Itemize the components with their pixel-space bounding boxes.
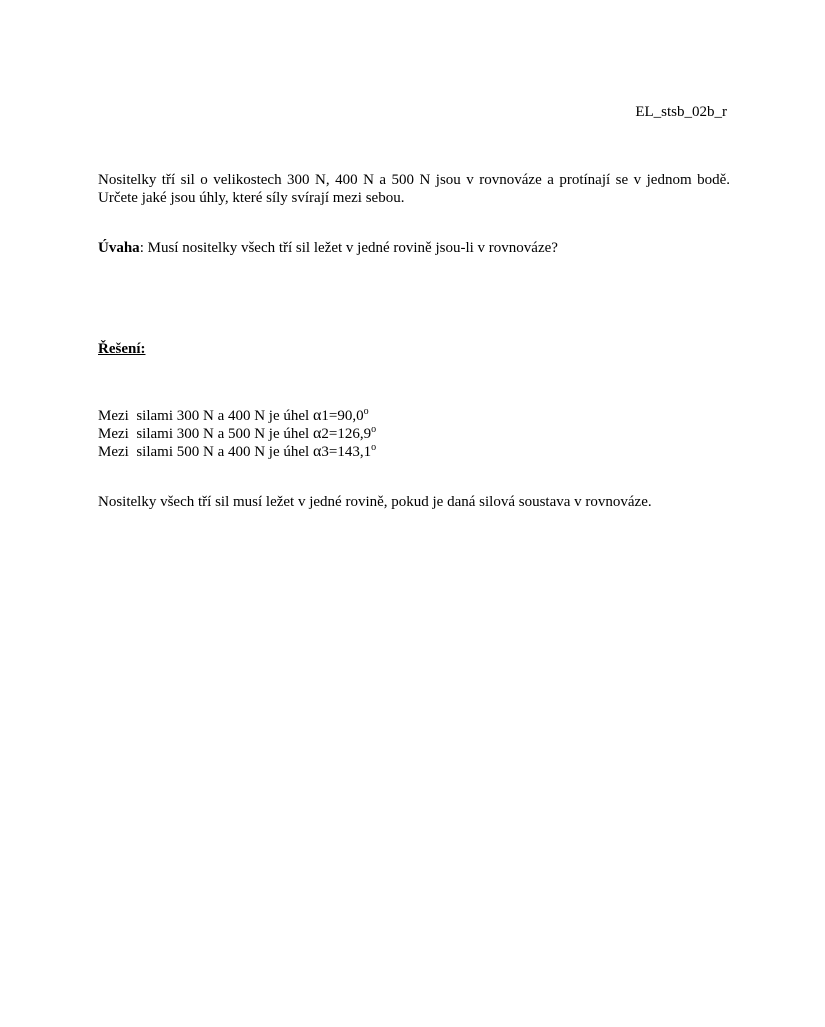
problem-text: Nositelky tří sil o velikostech 300 N, 400 N a 500 N jsou v rovnováze a protínají se v jednom bodě. Určete jaké jsou úhly, které síly svírají mezi sebou. [98, 172, 730, 206]
degree-unit: o [371, 442, 377, 453]
result-value: 3=143,1 [321, 444, 372, 460]
degree-unit: o [363, 406, 369, 417]
alpha-symbol: α [312, 443, 322, 460]
result-line [98, 425, 376, 443]
result-value: 2=126,9 [321, 426, 372, 442]
result-value: 1=90,0 [321, 408, 364, 424]
alpha-symbol: α [312, 425, 322, 442]
results-list [98, 407, 376, 461]
consideration-label: Úvaha [98, 240, 140, 256]
consideration-text: : Musí nositelky všech tří sil ležet v jedné rovině jsou-li v rovnováze? [139, 240, 558, 256]
problem-statement [98, 171, 730, 207]
consideration-question [98, 239, 730, 257]
result-line [98, 443, 376, 461]
result-prefix: Mezi silami 300 N a 400 N je úhel [98, 408, 313, 424]
document-id: EL_stsb_02b_r [635, 104, 727, 120]
alpha-symbol: α [312, 407, 322, 424]
result-prefix: Mezi silami 300 N a 500 N je úhel [98, 426, 313, 442]
result-prefix: Mezi silami 500 N a 400 N je úhel [98, 444, 313, 460]
result-line [98, 407, 376, 425]
degree-unit: o [371, 424, 377, 435]
solution-heading: Řešení: [98, 341, 146, 357]
conclusion-text: Nositelky všech tří sil musí ležet v jedné rovině, pokud je daná silová soustava v rovnováze. [98, 494, 652, 510]
